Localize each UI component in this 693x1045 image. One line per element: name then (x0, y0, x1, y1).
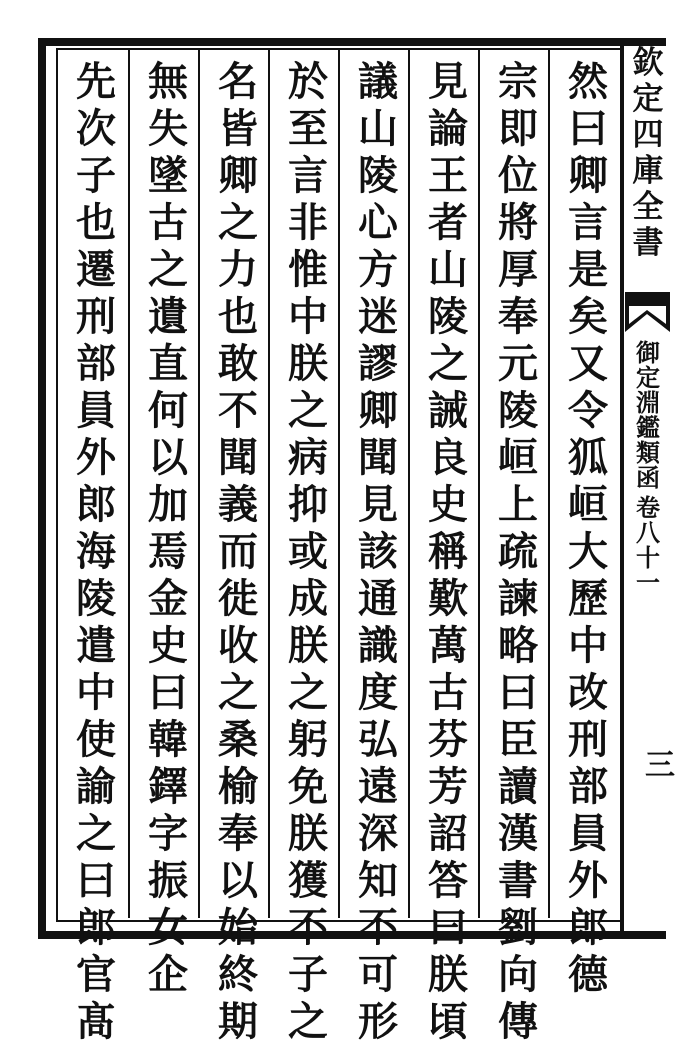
text-character: 期 (218, 998, 258, 1045)
text-character: 刑 (76, 293, 116, 340)
text-character: 劉 (498, 904, 538, 951)
text-character: 先 (76, 58, 116, 105)
text-character: 是 (568, 246, 608, 293)
margin-character: 一 (636, 568, 660, 597)
text-character: 郎 (568, 904, 608, 951)
text-column-4 (348, 58, 408, 1045)
text-character: 奉 (218, 810, 258, 857)
text-character: 詔 (428, 810, 468, 857)
text-character: 之 (218, 199, 258, 246)
text-character: 峘 (568, 481, 608, 528)
margin-character: 四 (632, 117, 664, 153)
text-character: 山 (428, 246, 468, 293)
text-character: 企 (148, 951, 188, 998)
column-rule (478, 48, 480, 918)
text-character: 中 (568, 622, 608, 669)
text-character: 該 (358, 528, 398, 575)
text-character: 之 (288, 998, 328, 1045)
text-character: 矣 (568, 293, 608, 340)
text-character: 中 (288, 293, 328, 340)
text-character: 將 (498, 199, 538, 246)
text-character: 厚 (498, 246, 538, 293)
text-character: 次 (76, 105, 116, 152)
text-character: 之 (288, 387, 328, 434)
text-character: 稱 (428, 528, 468, 575)
text-character: 而 (218, 528, 258, 575)
text-character: 外 (568, 857, 608, 904)
text-character: 答 (428, 857, 468, 904)
text-column-8 (66, 58, 126, 1045)
text-character: 字 (148, 810, 188, 857)
text-character: 或 (288, 528, 328, 575)
text-character: 即 (498, 105, 538, 152)
text-character: 也 (76, 199, 116, 246)
text-character: 見 (428, 58, 468, 105)
text-character: 上 (498, 481, 538, 528)
text-character: 不 (218, 387, 258, 434)
text-character: 迷 (358, 293, 398, 340)
margin-character: 鑑 (636, 413, 660, 442)
text-character: 芳 (428, 763, 468, 810)
text-character: 漢 (498, 810, 538, 857)
text-column-2 (488, 58, 548, 1045)
text-character: 海 (76, 528, 116, 575)
text-character: 躬 (288, 716, 328, 763)
text-character: 歷 (568, 575, 608, 622)
text-character: 史 (148, 622, 188, 669)
text-character: 元 (498, 340, 538, 387)
margin-character: 函 (636, 463, 660, 492)
text-character: 朕 (288, 810, 328, 857)
column-rule (128, 48, 130, 918)
text-character: 方 (358, 246, 398, 293)
text-character: 然 (568, 58, 608, 105)
text-character: 始 (218, 904, 258, 951)
margin-character: 八 (636, 518, 660, 547)
text-character: 曰 (428, 904, 468, 951)
text-character: 郎 (76, 904, 116, 951)
margin-character: 定 (632, 81, 664, 117)
text-character: 敢 (218, 340, 258, 387)
margin-character: 卷 (636, 493, 660, 522)
text-character: 峘 (498, 434, 538, 481)
text-character: 皆 (218, 105, 258, 152)
text-character: 史 (428, 481, 468, 528)
text-character: 頃 (428, 998, 468, 1045)
text-character: 傳 (498, 998, 538, 1045)
column-rule (408, 48, 410, 918)
text-character: 墜 (148, 152, 188, 199)
text-character: 朕 (288, 340, 328, 387)
margin-character: 十 (636, 543, 660, 572)
text-character: 之 (218, 669, 258, 716)
text-character: 焉 (148, 528, 188, 575)
text-character: 惟 (288, 246, 328, 293)
text-character: 遠 (358, 763, 398, 810)
text-character: 韓 (148, 716, 188, 763)
text-character: 郎 (76, 481, 116, 528)
text-character: 之 (148, 246, 188, 293)
text-character: 陵 (498, 387, 538, 434)
margin-character: 御 (636, 338, 660, 367)
text-character: 失 (148, 105, 188, 152)
text-character: 向 (498, 951, 538, 998)
text-character: 陵 (428, 293, 468, 340)
text-character: 病 (288, 434, 328, 481)
text-character: 誡 (428, 387, 468, 434)
text-character: 榆 (218, 763, 258, 810)
text-character: 形 (358, 998, 398, 1045)
text-character: 不 (358, 904, 398, 951)
text-character: 卿 (358, 387, 398, 434)
text-character: 曰 (498, 669, 538, 716)
text-character: 終 (218, 951, 258, 998)
margin-character: 定 (636, 363, 660, 392)
text-character: 深 (358, 810, 398, 857)
text-character: 部 (76, 340, 116, 387)
text-character: 略 (498, 622, 538, 669)
text-character: 之 (76, 810, 116, 857)
text-character: 於 (288, 58, 328, 105)
text-character: 徙 (218, 575, 258, 622)
text-character: 以 (148, 434, 188, 481)
text-character: 髙 (76, 998, 116, 1045)
text-character: 令 (568, 387, 608, 434)
text-character: 陵 (76, 575, 116, 622)
text-character: 位 (498, 152, 538, 199)
text-character: 古 (148, 199, 188, 246)
text-character: 也 (218, 293, 258, 340)
text-column-1 (558, 58, 618, 998)
text-character: 中 (76, 669, 116, 716)
text-character: 子 (288, 951, 328, 998)
text-character: 獲 (288, 857, 328, 904)
text-character: 抑 (288, 481, 328, 528)
text-character: 謬 (358, 340, 398, 387)
text-character: 大 (568, 528, 608, 575)
text-character: 聞 (358, 434, 398, 481)
margin-character: 庫 (632, 153, 664, 189)
text-character: 芬 (428, 716, 468, 763)
text-character: 振 (148, 857, 188, 904)
text-character: 成 (288, 575, 328, 622)
text-character: 子 (76, 152, 116, 199)
margin-juan (628, 495, 668, 595)
column-rule (548, 48, 550, 918)
text-character: 不 (288, 904, 328, 951)
text-character: 朕 (288, 622, 328, 669)
text-character: 書 (498, 857, 538, 904)
text-character: 遷 (76, 246, 116, 293)
text-character: 弘 (358, 716, 398, 763)
text-character: 見 (358, 481, 398, 528)
text-character: 可 (358, 951, 398, 998)
text-character: 德 (568, 951, 608, 998)
text-character: 金 (148, 575, 188, 622)
text-character: 奉 (498, 293, 538, 340)
text-character: 陵 (358, 152, 398, 199)
text-character: 免 (288, 763, 328, 810)
text-column-3 (418, 58, 478, 1045)
text-character: 曰 (148, 669, 188, 716)
text-character: 通 (358, 575, 398, 622)
text-character: 曰 (76, 857, 116, 904)
text-character: 官 (76, 951, 116, 998)
text-character: 度 (358, 669, 398, 716)
text-character: 至 (288, 105, 328, 152)
column-rule (198, 48, 200, 918)
text-column-7 (138, 58, 198, 998)
text-character: 名 (218, 58, 258, 105)
margin-subtitle (628, 340, 668, 490)
margin-character: 書 (632, 225, 664, 261)
text-character: 心 (358, 199, 398, 246)
text-character: 良 (428, 434, 468, 481)
text-character: 論 (428, 105, 468, 152)
text-character: 宗 (498, 58, 538, 105)
text-character: 桑 (218, 716, 258, 763)
text-character: 部 (568, 763, 608, 810)
text-character: 萬 (428, 622, 468, 669)
margin-character: 欽 (632, 45, 664, 81)
text-character: 卿 (218, 152, 258, 199)
margin-character: 淵 (636, 388, 660, 417)
text-character: 議 (358, 58, 398, 105)
margin-character: 全 (632, 189, 664, 225)
text-character: 員 (76, 387, 116, 434)
margin-character: 類 (636, 438, 660, 467)
text-character: 之 (428, 340, 468, 387)
text-character: 言 (288, 152, 328, 199)
text-character: 聞 (218, 434, 258, 481)
text-character: 外 (76, 434, 116, 481)
text-character: 收 (218, 622, 258, 669)
text-character: 以 (218, 857, 258, 904)
text-character: 加 (148, 481, 188, 528)
text-character: 諭 (76, 763, 116, 810)
margin-page-number: 三 (645, 748, 675, 783)
text-character: 遣 (76, 622, 116, 669)
margin-title (628, 45, 668, 261)
text-character: 鐸 (148, 763, 188, 810)
text-character: 臣 (498, 716, 538, 763)
text-character: 非 (288, 199, 328, 246)
text-character: 朕 (428, 951, 468, 998)
text-character: 又 (568, 340, 608, 387)
text-character: 識 (358, 622, 398, 669)
text-character: 王 (428, 152, 468, 199)
text-character: 員 (568, 810, 608, 857)
text-column-5 (278, 58, 338, 1045)
text-character: 改 (568, 669, 608, 716)
text-character: 歎 (428, 575, 468, 622)
margin-rule (620, 38, 624, 931)
text-character: 使 (76, 716, 116, 763)
text-character: 讀 (498, 763, 538, 810)
text-character: 之 (288, 669, 328, 716)
column-rule (338, 48, 340, 918)
text-character: 卿 (568, 152, 608, 199)
text-character: 狐 (568, 434, 608, 481)
text-character: 山 (358, 105, 398, 152)
text-character: 諫 (498, 575, 538, 622)
text-character: 者 (428, 199, 468, 246)
text-character: 知 (358, 857, 398, 904)
text-character: 刑 (568, 716, 608, 763)
text-character: 遺 (148, 293, 188, 340)
text-character: 曰 (568, 105, 608, 152)
column-rule (268, 48, 270, 918)
text-character: 義 (218, 481, 258, 528)
text-character: 女 (148, 904, 188, 951)
text-character: 言 (568, 199, 608, 246)
text-character: 無 (148, 58, 188, 105)
text-column-6 (208, 58, 268, 1045)
text-character: 直 (148, 340, 188, 387)
text-character: 疏 (498, 528, 538, 575)
text-character: 何 (148, 387, 188, 434)
text-character: 力 (218, 246, 258, 293)
text-character: 古 (428, 669, 468, 716)
